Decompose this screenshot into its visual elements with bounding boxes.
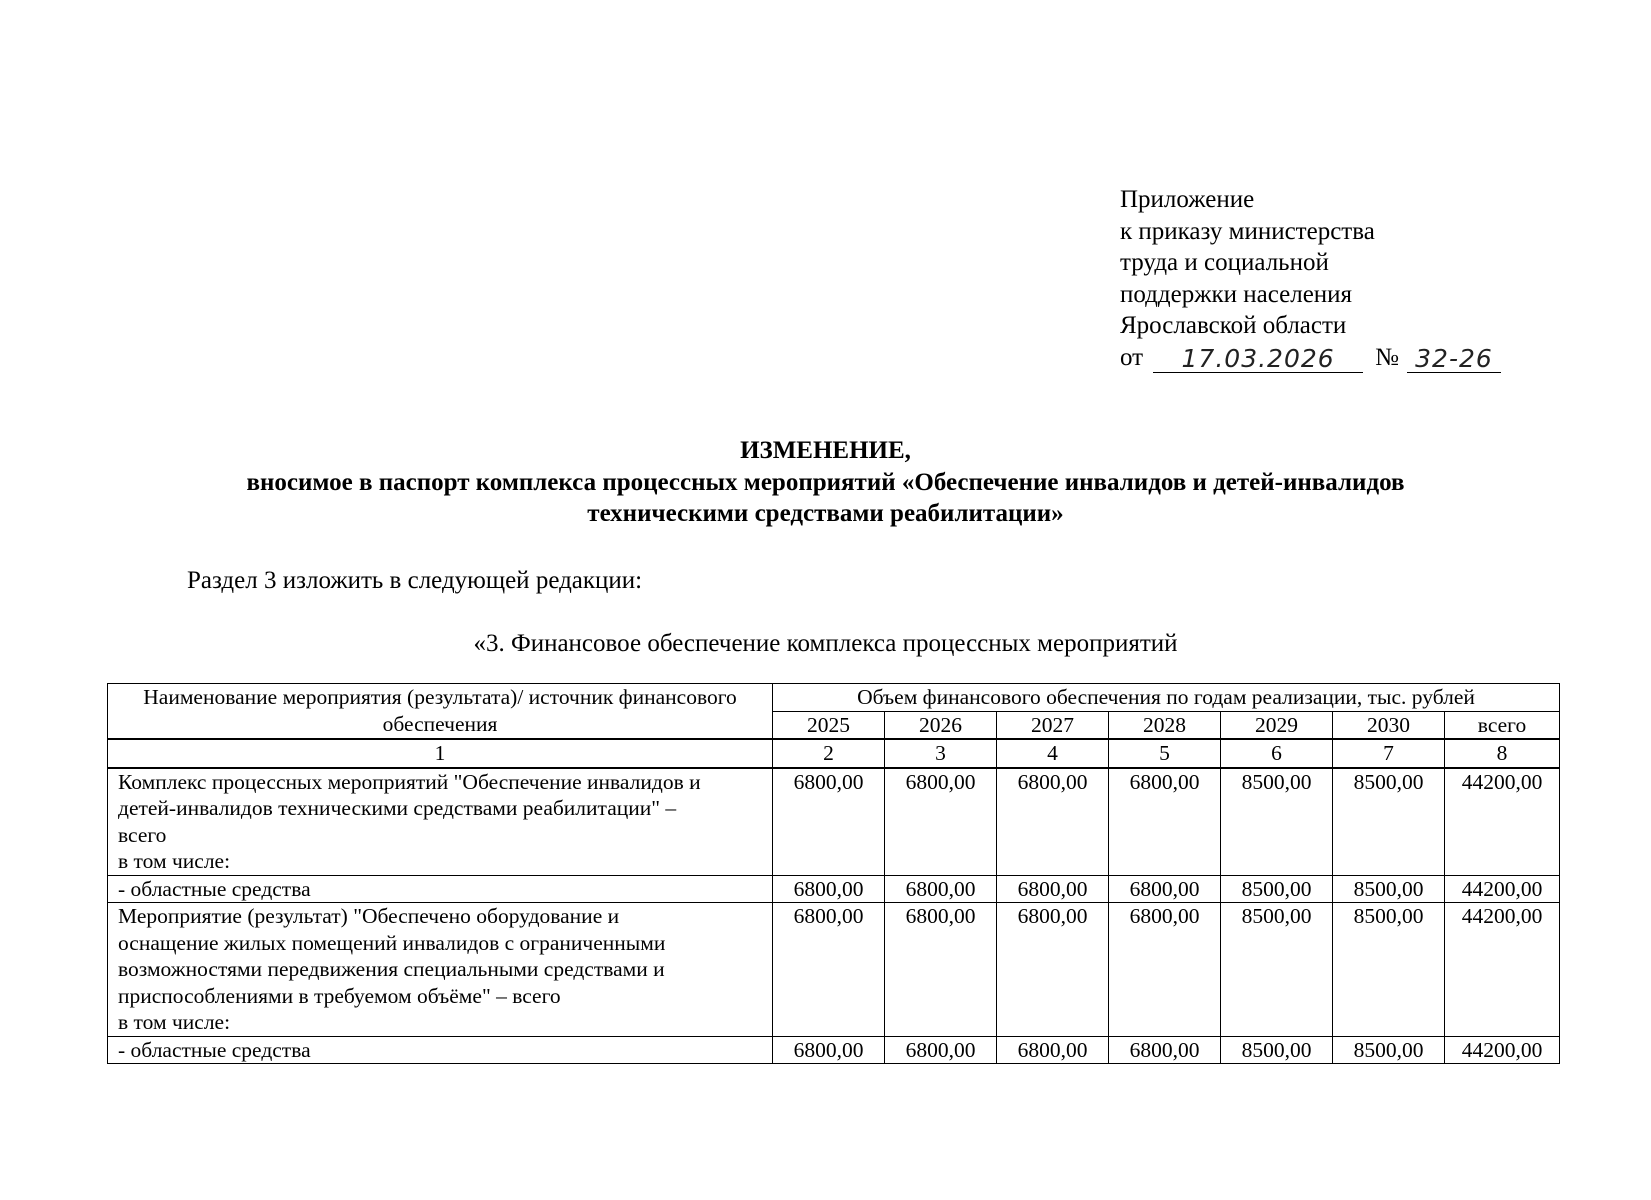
value-cell: 6800,00 <box>773 875 885 903</box>
value-cell: 6800,00 <box>1109 768 1221 876</box>
value-cell: 8500,00 <box>1333 903 1445 1037</box>
row-name-cell <box>108 903 773 1037</box>
column-number: 4 <box>997 739 1109 768</box>
table-row <box>108 1036 1560 1064</box>
heading-subtitle-line: вносимое в паспорт комплекса процессных мероприятий «Обеспечение инвалидов и детей-инвалидов <box>246 468 1405 496</box>
value-cell: 8500,00 <box>1221 768 1333 876</box>
year-header: 2027 <box>997 711 1109 739</box>
value-cell: 6800,00 <box>885 875 997 903</box>
value-cell: 8500,00 <box>1333 768 1445 876</box>
value-cell: 6800,00 <box>997 903 1109 1037</box>
row-name-line: возможностями передвижения специальными средствами и <box>118 957 665 981</box>
column-number: 1 <box>108 739 773 768</box>
value-cell: 6800,00 <box>885 768 997 876</box>
value-cell: 6800,00 <box>997 1036 1109 1064</box>
column-number: 6 <box>1221 739 1333 768</box>
appendix-block <box>1120 184 1501 373</box>
handwritten-date: 17.03.2026 <box>1153 345 1363 373</box>
value-cell: 8500,00 <box>1333 1036 1445 1064</box>
value-cell: 6800,00 <box>1109 875 1221 903</box>
row-name-line: - областные средства <box>118 876 311 901</box>
table-row <box>108 875 1560 903</box>
year-header: 2026 <box>885 711 997 739</box>
row-name-line: оснащение жилых помещений инвалидов с ограниченными <box>118 930 666 955</box>
value-cell: 6800,00 <box>997 768 1109 876</box>
appendix-line: Ярославской области <box>1120 312 1347 339</box>
heading-subtitle-line: техническими средствами реабилитации» <box>587 500 1064 527</box>
appendix-line: труда и социальной <box>1120 249 1329 276</box>
column-number: 5 <box>1109 739 1221 768</box>
value-cell: 6800,00 <box>885 1036 997 1064</box>
row-name-line: в том числе: <box>118 1010 231 1034</box>
row-name-line: всего <box>118 822 167 847</box>
total-value-cell: 44200,00 <box>1445 768 1560 876</box>
total-value-cell: 44200,00 <box>1445 875 1560 903</box>
value-cell: 8500,00 <box>1221 903 1333 1037</box>
value-cell: 6800,00 <box>885 903 997 1037</box>
table-row <box>108 768 1560 876</box>
row-name-line: в том числе: <box>118 849 231 873</box>
appendix-line: Приложение <box>1120 186 1255 213</box>
year-header: 2025 <box>773 711 885 739</box>
row-name-line: Комплекс процессных мероприятий "Обеспечение инвалидов и <box>118 769 701 794</box>
column-number: 7 <box>1333 739 1445 768</box>
financing-table <box>107 683 1560 1064</box>
value-cell: 8500,00 <box>1221 875 1333 903</box>
appendix-date-number-row <box>1120 342 1501 374</box>
section-title: «3. Финансовое обеспечение комплекса процессных мероприятий <box>473 630 1178 657</box>
value-cell: 6800,00 <box>773 768 885 876</box>
instruction-text: Раздел 3 изложить в следующей редакции: <box>187 567 643 594</box>
row-name-cell <box>108 875 773 903</box>
value-cell: 6800,00 <box>773 1036 885 1064</box>
row-name-line: детей-инвалидов техническими средствами реабилитации" – <box>118 796 677 820</box>
value-cell: 8500,00 <box>1221 1036 1333 1064</box>
header-volume-cell: Объем финансового обеспечения по годам реализации, тыс. рублей <box>773 684 1560 712</box>
row-name-line: Мероприятие (результат) "Обеспечено оборудование и <box>118 904 620 928</box>
column-number: 8 <box>1445 739 1560 768</box>
header-name-cell: Наименование мероприятия (результата)/ источник финансового обеспечения <box>108 684 773 740</box>
year-header: 2030 <box>1333 711 1445 739</box>
row-name-cell <box>108 768 773 876</box>
from-label: от <box>1120 343 1144 371</box>
row-name-line: приспособлениями в требуемом объёме" – всего <box>118 983 561 1008</box>
total-value-cell: 44200,00 <box>1445 1036 1560 1064</box>
column-number-row <box>108 739 1560 768</box>
appendix-line: к приказу министерства <box>1120 217 1375 245</box>
value-cell: 8500,00 <box>1333 875 1445 903</box>
appendix-line: поддержки населения <box>1120 280 1353 308</box>
year-header: 2029 <box>1221 711 1333 739</box>
row-name-cell <box>108 1036 773 1064</box>
value-cell: 6800,00 <box>997 875 1109 903</box>
total-header: всего <box>1445 711 1560 739</box>
value-cell: 6800,00 <box>773 903 885 1037</box>
year-header: 2028 <box>1109 711 1221 739</box>
total-value-cell: 44200,00 <box>1445 903 1560 1037</box>
row-name-line: - областные средства <box>118 1037 311 1062</box>
heading-title: ИЗМЕНЕНИЕ, <box>740 437 911 464</box>
value-cell: 6800,00 <box>1109 1036 1221 1064</box>
column-number: 3 <box>885 739 997 768</box>
document-heading <box>0 435 1651 530</box>
handwritten-number: 32-26 <box>1407 345 1501 373</box>
column-number: 2 <box>773 739 885 768</box>
number-label: № <box>1375 343 1399 371</box>
value-cell: 6800,00 <box>1109 903 1221 1037</box>
table-row <box>108 903 1560 1037</box>
